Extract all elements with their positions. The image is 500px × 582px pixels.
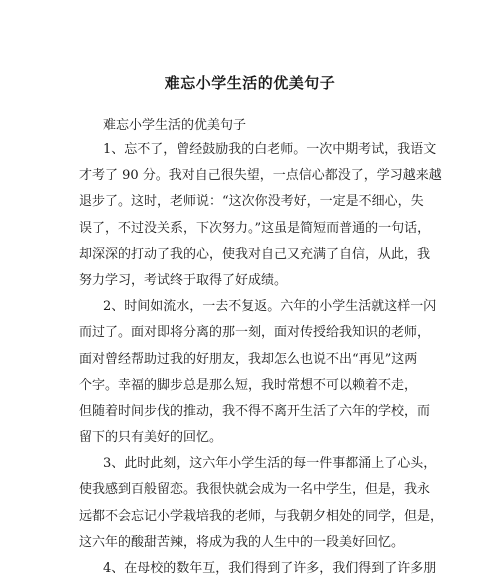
paragraph-line: 使我感到百般留恋。我很快就会成为一名中学生，但是，我永: [79, 482, 431, 498]
paragraph-line: 这六年的酸甜苦辣，将成为我的人生中的一段美好回忆。: [79, 534, 405, 550]
document-subtitle: 难忘小学生活的优美句子: [103, 118, 247, 133]
paragraph-line: 但随着时间步伐的推动，我不得不离开生活了六年的学校，而: [79, 403, 431, 419]
paragraph-line: 退步了。这时，老师说：“这次你没考好，一定是不细心，失: [79, 194, 424, 210]
document-title: 难忘小学生活的优美句子: [164, 74, 336, 92]
paragraph-line: 4、在母校的数年互，我们得到了许多，我们得到了许多朋: [103, 561, 437, 576]
paragraph-line: 留下的只有美好的回忆。: [79, 430, 223, 446]
paragraph-line: 而过了。面对即将分离的那一刻，面对传授给我知识的老师，: [79, 325, 431, 341]
paragraph-line: 个字。幸福的脚步总是那么短，我时常想不可以赖着不走，: [79, 377, 418, 393]
document-body: [79, 137, 444, 582]
paragraph-line: 1、忘不了，曾经鼓励我的白老师。一次中期考试，我语文: [103, 142, 437, 157]
paragraph-line: 远都不会忘记小学栽培我的老师，与我朝夕相处的同学，但是，: [79, 508, 444, 524]
paragraph-line: 才考了 90 分。我对自己很失望，一点信心都没了，学习越来越: [79, 168, 442, 184]
paragraph-line: 2、时间如流水，一去不复返。六年的小学生活就这样一闪: [103, 299, 437, 315]
paragraph-line: 3、此时此刻，这六年小学生活的每一件事都涌上了心头，: [103, 456, 437, 472]
paragraph-line: 误了，不过没关系，下次努力。”这虽是简短而普通的一句话，: [79, 220, 431, 236]
paragraph-line: 努力学习，考试终于取得了好成绩。: [79, 272, 288, 288]
paragraph-line: 却深深的打动了我的心，使我对自己又充满了自信，从此，我: [79, 246, 431, 262]
paragraph-line: 面对曾经帮助过我的好朋友，我却怎么也说不出“再见”这两: [79, 351, 418, 367]
